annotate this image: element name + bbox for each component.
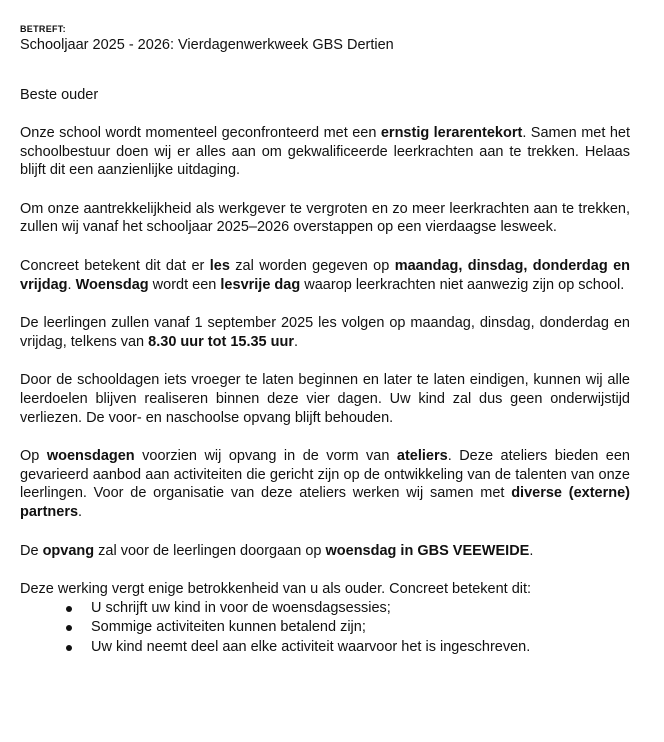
letter-body (20, 124, 630, 599)
paragraph-text: . (529, 542, 534, 559)
paragraph-text: Deze werking vergt enige betrokkenheid van u als ouder. Concreet betekent dit: (20, 581, 532, 598)
body-paragraph (20, 447, 630, 521)
paragraph-text: . (67, 276, 76, 293)
paragraph-text: wordt een (148, 276, 221, 293)
paragraph-text: zal worden gegeven op (229, 257, 395, 274)
paragraph-text: Op (20, 448, 47, 465)
emphasis-text: woensdagen (46, 448, 135, 465)
bullet-icon (66, 625, 72, 631)
paragraph-text: Door de schooldagen iets vroeger te laten beginnen en later te laten eindigen, kunnen wij alle leerdoelen blijven realiseren binnen deze vier dagen. Uw kind zal dus geen onderwijstijd verliezen. De voor- en naschoolse opvang blijft behouden. (20, 372, 630, 426)
list-item-text: U schrijft uw kind in voor de woensdagsessies; (91, 599, 391, 616)
emphasis-text: lesvrije dag (220, 276, 301, 293)
emphasis-text: diverse (externe) partners (20, 485, 631, 520)
requirements-list (20, 599, 630, 658)
body-paragraph (20, 542, 630, 561)
body-paragraph (20, 124, 630, 180)
list-item (64, 618, 630, 638)
body-paragraph (20, 580, 630, 599)
emphasis-text: opvang (42, 542, 95, 559)
paragraph-text: . Deze ateliers bieden een gevarieerd aanbod aan activiteiten die gericht zijn op de ontwikkeling van de talenten van onze leerlingen. Voor de organisatie van deze ateliers werken wij samen met (20, 448, 630, 502)
paragraph-text: De (20, 542, 43, 559)
list-item-text: Uw kind neemt deel aan elke activiteit waarvoor het is ingeschreven. (91, 638, 531, 655)
paragraph-text: voorzien wij opvang in de vorm van (134, 448, 397, 465)
letter-subject: Schooljaar 2025 - 2026: Vierdagenwerkweek GBS Dertien (20, 37, 394, 53)
paragraph-text: De leerlingen zullen vanaf 1 september 2025 les volgen op maandag, dinsdag, donderdag en vrijdag, telkens van (20, 315, 630, 350)
bullet-icon (66, 606, 72, 612)
emphasis-text: les (209, 257, 230, 274)
paragraph-text: . (78, 503, 83, 520)
body-paragraph (20, 371, 630, 427)
emphasis-text: ateliers (396, 448, 448, 465)
paragraph-text: . (294, 333, 299, 350)
bullet-icon (66, 645, 72, 651)
list-item (64, 638, 630, 658)
emphasis-text: woensdag in GBS VEEWEIDE (325, 542, 530, 559)
paragraph-text: waarop leerkrachten niet aanwezig zijn op school. (300, 276, 625, 293)
paragraph-text: Om onze aantrekkelijkheid als werkgever te vergroten en zo meer leerkrachten aan te trekken, zullen wij vanaf het schooljaar 2025–2026 overstappen op een vierdaagse lesweek. (20, 200, 630, 236)
emphasis-text: Woensdag (75, 276, 149, 293)
body-paragraph (20, 257, 630, 294)
list-item-text: Sommige activiteiten kunnen betalend zijn; (91, 619, 366, 636)
body-paragraph (20, 200, 630, 237)
betreft-label: BETREFT: (20, 24, 66, 34)
paragraph-text: . Samen met het schoolbestuur doen wij er alles aan om gekwalificeerde leerkrachten aan te trekken. Helaas blijft dit een aanzienlijke uitdaging. (20, 125, 630, 179)
emphasis-text: maandag, dinsdag, donderdag en vrijdag (20, 257, 630, 293)
paragraph-text: Onze school wordt momenteel geconfronteerd met een (20, 125, 381, 141)
paragraph-text: zal voor de leerlingen doorgaan op (94, 542, 326, 559)
body-paragraph (20, 314, 630, 351)
paragraph-text: Concreet betekent dit dat er (20, 257, 210, 274)
greeting: Beste ouder (20, 87, 99, 103)
emphasis-text: 8.30 uur tot 15.35 uur (148, 333, 295, 350)
list-item (64, 599, 630, 619)
emphasis-text: ernstig lerarentekort (380, 125, 523, 141)
